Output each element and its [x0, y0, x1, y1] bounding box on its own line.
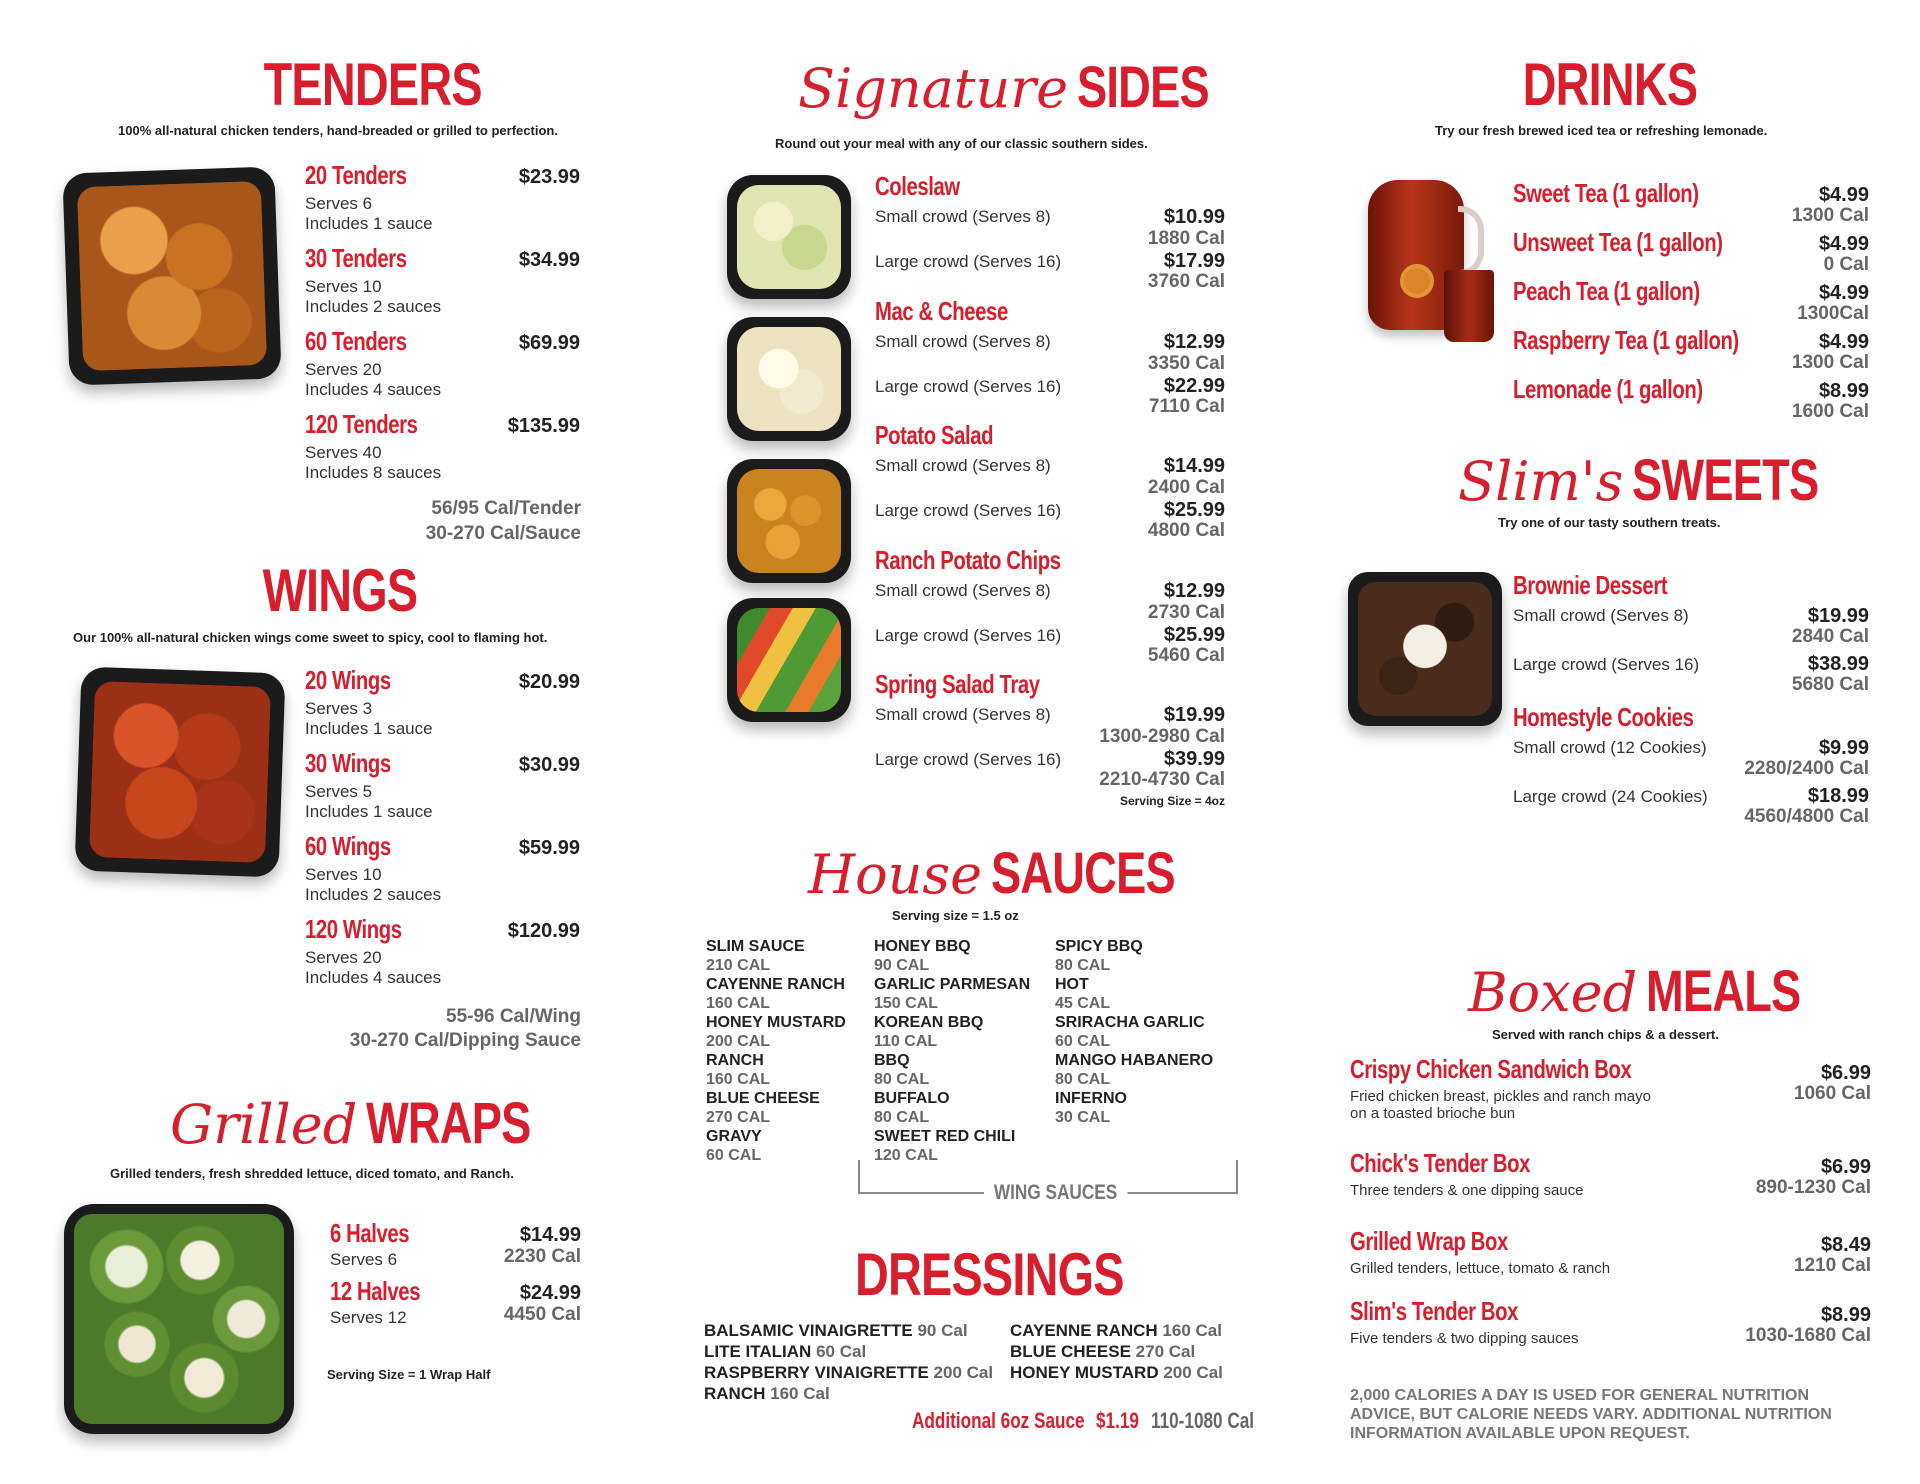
wings-item-sauces: Includes 2 sauces	[305, 885, 442, 904]
meal-item-name: Grilled Wrap Box	[1350, 1226, 1508, 1256]
sauce-cal: 90 CAL	[874, 957, 930, 974]
dressing-row	[1010, 1362, 1223, 1383]
wings-item-sauces: Includes 1 sauce	[305, 719, 433, 738]
sauces-title-script: House	[808, 843, 983, 906]
sauce-cal: 270 CAL	[706, 1109, 771, 1126]
sauce-name: BBQ	[874, 1052, 910, 1069]
tea-pitcher-image	[1360, 170, 1500, 345]
drink-item-name: Raspberry Tea (1 gallon)	[1513, 325, 1739, 355]
wraps-item-cal: 4450 Cal	[503, 1304, 581, 1325]
sweet-item-large-price: $18.99	[1807, 785, 1869, 807]
sauce-cal: 80 CAL	[1055, 1071, 1111, 1088]
dressing-cal: 160 Cal	[770, 1384, 830, 1403]
drink-item-price: $4.99	[1818, 331, 1869, 353]
meal-item-price: $6.99	[1820, 1156, 1871, 1178]
tenders-item-serves: Serves 40	[305, 443, 382, 462]
tenders-item-price: $23.99	[518, 166, 580, 188]
dressing-cal: 60 Cal	[816, 1342, 867, 1361]
sides-item-small: Small crowd (Serves 8)	[875, 705, 1051, 724]
dressing-name: RASPBERRY VINAIGRETTE	[704, 1363, 929, 1382]
tenders-item-name: 60 Tenders	[305, 326, 407, 356]
drink-item-price: $4.99	[1818, 282, 1869, 304]
sides-item-name: Ranch Potato Chips	[875, 544, 1061, 575]
sides-item-large-price: $22.99	[1163, 374, 1225, 397]
dressing-name: HONEY MUSTARD	[1010, 1363, 1159, 1382]
wings-subtitle: Our 100% all-natural chicken wings come sweet to spicy, cool to flaming hot.	[73, 630, 548, 645]
sides-item-large: Large crowd (Serves 16)	[875, 501, 1062, 520]
spring-salad-image-fill	[737, 608, 841, 712]
mac-cheese-image-fill	[737, 327, 841, 431]
sauces-subtitle: Serving size = 1.5 oz	[892, 908, 1019, 923]
wings-item-name: 120 Wings	[305, 914, 402, 944]
wings-item-name: 20 Wings	[305, 665, 391, 695]
sauce-name: HONEY BBQ	[874, 938, 971, 955]
wings-item-price: $120.99	[507, 920, 580, 942]
brownie-tray-image	[1348, 572, 1502, 726]
coleslaw-image-fill	[737, 185, 841, 289]
wings-cal-sauce: 30-270 Cal/Dipping Sauce	[349, 1030, 581, 1051]
sauce-cal: 45 CAL	[1055, 995, 1111, 1012]
tenders-item-serves: Serves 6	[305, 194, 373, 213]
dressings-left	[704, 1320, 993, 1404]
dressing-row	[704, 1383, 993, 1404]
wraps-title	[170, 1090, 577, 1157]
wings-item-price: $30.99	[518, 754, 580, 776]
tenders-title: TENDERS	[263, 51, 482, 118]
sweet-item-small-price: $19.99	[1807, 605, 1869, 627]
potato-salad-image-fill	[737, 469, 841, 573]
wings-title: WINGS	[262, 557, 418, 624]
drink-item-cal: 0 Cal	[1823, 254, 1869, 275]
dressing-row	[704, 1341, 993, 1362]
wraps-tray-image	[64, 1204, 294, 1434]
sauce-cal: 60 CAL	[706, 1147, 762, 1164]
drinks-subtitle: Try our fresh brewed iced tea or refreshing lemonade.	[1435, 123, 1768, 138]
sweet-item-small: Small crowd (Serves 8)	[1513, 606, 1689, 625]
tenders-item-name: 20 Tenders	[305, 160, 407, 190]
sides-item-small: Small crowd (Serves 8)	[875, 456, 1051, 475]
drink-item-cal: 1300 Cal	[1791, 205, 1869, 226]
wraps-item-price: $24.99	[519, 1282, 581, 1304]
drink-item-cal: 1300Cal	[1797, 303, 1869, 324]
wings-item-serves: Serves 20	[305, 948, 382, 967]
sweet-item-large: Large crowd (24 Cookies)	[1513, 787, 1708, 806]
drink-item-price: $8.99	[1818, 380, 1869, 402]
sweet-item-name: Homestyle Cookies	[1513, 702, 1694, 732]
sides-item-small-price: $12.99	[1163, 330, 1225, 353]
sides-item-large-cal: 7110 Cal	[1148, 395, 1225, 417]
sweet-item-name: Brownie Dessert	[1513, 570, 1668, 600]
dressing-cal: 200 Cal	[1163, 1363, 1223, 1382]
meal-item-desc: Grilled tenders, lettuce, tomato & ranch	[1350, 1260, 1611, 1277]
sides-item-small-cal: 1880 Cal	[1147, 228, 1225, 249]
sauce-name: HONEY MUSTARD	[706, 1014, 846, 1031]
sauce-cal: 160 CAL	[706, 995, 771, 1012]
dressing-cal: 160 Cal	[1162, 1321, 1222, 1340]
meal-item-price: $8.49	[1820, 1234, 1871, 1256]
drink-item-cal: 1600 Cal	[1791, 401, 1869, 422]
additional-sauce-label: Additional 6oz Sauce	[912, 1408, 1085, 1433]
sides-item-large-cal: 4800 Cal	[1147, 520, 1225, 541]
sides-item-small-cal: 2730 Cal	[1147, 601, 1225, 623]
meal-item-name: Slim's Tender Box	[1350, 1296, 1518, 1326]
additional-sauce-cal: 110-1080 Cal	[1151, 1408, 1255, 1433]
dressing-cal: 90 Cal	[917, 1321, 968, 1340]
sides-title-script: Signature	[798, 57, 1069, 120]
meal-item-cal: 1030-1680 Cal	[1745, 1325, 1871, 1346]
sides-item-large: Large crowd (Serves 16)	[875, 750, 1062, 769]
sides-item-large-price: $25.99	[1163, 499, 1225, 521]
sides-item-large: Large crowd (Serves 16)	[875, 625, 1062, 645]
tenders-item-name: 120 Tenders	[305, 409, 418, 439]
meals-title-script: Boxed	[1468, 961, 1638, 1024]
tenders-cal-sauce: 30-270 Cal/Sauce	[425, 523, 581, 544]
sides-item-name: Spring Salad Tray	[875, 669, 1040, 699]
potato-salad-image	[727, 459, 851, 583]
sides-item-small: Small crowd (Serves 8)	[875, 207, 1051, 226]
additional-sauce-price: $1.19	[1095, 1408, 1139, 1433]
sides-subtitle: Round out your meal with any of our classic southern sides.	[775, 136, 1148, 151]
sides-note: Serving Size = 4oz	[1119, 794, 1225, 808]
meal-item-desc: Five tenders & two dipping sauces	[1350, 1330, 1579, 1347]
tenders-item-sauces: Includes 1 sauce	[305, 214, 433, 233]
wings-item-price: $59.99	[518, 837, 580, 859]
dressings-right	[1010, 1320, 1223, 1383]
sweet-item-large: Large crowd (Serves 16)	[1513, 655, 1700, 674]
sides-item-small-cal: 2400 Cal	[1147, 477, 1225, 498]
wings-item-sauces: Includes 4 sauces	[305, 968, 442, 987]
meal-item-desc: Three tenders & one dipping sauce	[1350, 1182, 1584, 1199]
sides-item-small: Small crowd (Serves 8)	[875, 331, 1051, 351]
sauces-title	[808, 840, 1226, 907]
meal-item-price: $8.99	[1820, 1304, 1871, 1326]
dressing-cal: 200 Cal	[933, 1363, 994, 1382]
spring-salad-image	[727, 598, 851, 722]
dressing-row	[1010, 1320, 1223, 1341]
tenders-item-sauces: Includes 2 sauces	[305, 297, 442, 316]
wraps-item-serves: Serves 12	[330, 1308, 407, 1327]
wraps-item-name: 6 Halves	[330, 1218, 410, 1248]
meal-item-cal: 1060 Cal	[1793, 1083, 1871, 1104]
sweets-subtitle: Try one of our tasty southern treats.	[1498, 515, 1721, 530]
disclaimer-line-3: INFORMATION AVAILABLE UPON REQUEST.	[1350, 1425, 1690, 1442]
drink-item-price: $4.99	[1818, 233, 1869, 255]
sauce-cal: 210 CAL	[706, 957, 771, 974]
sauce-name: MANGO HABANERO	[1055, 1052, 1214, 1069]
sauce-cal: 30 CAL	[1055, 1109, 1111, 1126]
sides-item-small: Small crowd (Serves 8)	[875, 580, 1051, 600]
sides-item-large-price: $39.99	[1163, 748, 1225, 770]
tenders-item-price: $69.99	[518, 332, 580, 354]
drink-item-cal: 1300 Cal	[1791, 352, 1869, 373]
sauce-name: KOREAN BBQ	[874, 1014, 984, 1031]
dressing-row	[704, 1362, 993, 1383]
sides-item-small-cal: 1300-2980 Cal	[1099, 726, 1225, 747]
sauce-name: SLIM SAUCE	[706, 938, 805, 955]
sides-title-block: SIDES	[1076, 55, 1209, 120]
wraps-subtitle: Grilled tenders, fresh shredded lettuce, diced tomato, and Ranch.	[110, 1166, 514, 1181]
sauce-name: BLUE CHEESE	[706, 1090, 820, 1107]
sweet-item-small: Small crowd (12 Cookies)	[1513, 738, 1707, 757]
sauce-cal: 200 CAL	[706, 1033, 771, 1050]
sauce-cal: 120 CAL	[874, 1147, 939, 1164]
wings-item-serves: Serves 10	[305, 865, 382, 884]
drink-item-name: Sweet Tea (1 gallon)	[1513, 178, 1699, 208]
sauce-name: GRAVY	[706, 1128, 762, 1145]
wraps-item-price: $14.99	[519, 1224, 581, 1246]
sauces-col-3	[1055, 937, 1213, 1127]
sauce-cal: 60 CAL	[1055, 1033, 1111, 1050]
sides-item-small-price: $10.99	[1163, 206, 1225, 228]
wings-item-name: 60 Wings	[305, 831, 391, 861]
sweet-item-large-cal: 4560/4800 Cal	[1744, 806, 1869, 827]
tenders-item-sauces: Includes 8 sauces	[305, 463, 442, 482]
sides-item-large-price: $17.99	[1163, 250, 1225, 272]
sauce-name: INFERNO	[1055, 1090, 1127, 1107]
wing-sauces-label: WING SAUCES	[984, 1181, 1127, 1205]
wraps-title-block: WRAPS	[365, 1091, 531, 1156]
dressing-name: BALSAMIC VINAIGRETTE	[704, 1321, 913, 1340]
tenders-item-name: 30 Tenders	[305, 243, 407, 273]
sauce-name: SWEET RED CHILI	[874, 1128, 1016, 1145]
sides-item-large-cal: 5460 Cal	[1147, 644, 1225, 666]
sauce-name: RANCH	[706, 1052, 764, 1069]
wings-item-serves: Serves 5	[305, 782, 373, 801]
sauce-name: GARLIC PARMESAN	[874, 976, 1031, 993]
sweet-item-small-cal: 2280/2400 Cal	[1744, 758, 1869, 779]
wings-item-sauces: Includes 1 sauce	[305, 802, 433, 821]
sauce-cal: 80 CAL	[1055, 957, 1111, 974]
sauces-title-block: SAUCES	[990, 841, 1175, 906]
tenders-subtitle: 100% all-natural chicken tenders, hand-breaded or grilled to perfection.	[118, 123, 558, 138]
sweet-item-large-price: $38.99	[1807, 653, 1869, 675]
sides-title	[798, 54, 1246, 121]
drink-item-name: Unsweet Tea (1 gallon)	[1513, 227, 1723, 257]
sauces-col-2	[874, 937, 1030, 1165]
wings-item-serves: Serves 3	[305, 699, 373, 718]
sides-item-large-cal: 2210-4730 Cal	[1099, 769, 1225, 790]
tenders-item-serves: Serves 10	[305, 277, 382, 296]
sauce-cal: 160 CAL	[706, 1071, 771, 1088]
sauce-cal: 110 CAL	[874, 1033, 938, 1050]
dressing-cal: 270 Cal	[1135, 1342, 1196, 1361]
sweet-item-small-price: $9.99	[1818, 737, 1869, 759]
drink-item-price: $4.99	[1818, 184, 1869, 206]
mac-cheese-image	[727, 317, 851, 441]
disclaimer-line-2: ADVICE, BUT CALORIE NEEDS VARY. ADDITIONAL NUTRITION	[1350, 1406, 1832, 1423]
dressings-title: DRESSINGS	[855, 1241, 1124, 1308]
meals-subtitle: Served with ranch chips & a dessert.	[1492, 1027, 1719, 1042]
meals-title	[1468, 958, 1844, 1025]
drinks-title: DRINKS	[1522, 51, 1698, 118]
tenders-item-price: $135.99	[507, 415, 580, 437]
coleslaw-image	[727, 175, 851, 299]
sweets-title-block: SWEETS	[1631, 448, 1819, 513]
drink-item-name: Lemonade (1 gallon)	[1513, 374, 1703, 404]
dressing-name: LITE ITALIAN	[704, 1342, 812, 1361]
sweets-title	[1458, 447, 1871, 514]
sauce-cal: 80 CAL	[874, 1109, 930, 1126]
disclaimer-line-1: 2,000 CALORIES A DAY IS USED FOR GENERAL NUTRITION	[1350, 1387, 1810, 1404]
sweet-item-small-cal: 2840 Cal	[1791, 626, 1869, 647]
sauce-name: HOT	[1055, 976, 1089, 993]
tenders-cal-tender: 56/95 Cal/Tender	[431, 498, 581, 519]
dressing-name: CAYENNE RANCH	[1010, 1321, 1158, 1340]
meal-item-cal: 1210 Cal	[1793, 1255, 1871, 1276]
wings-item-name: 30 Wings	[305, 748, 391, 778]
meal-item-desc: Fried chicken breast, pickles and ranch mayo	[1350, 1088, 1651, 1105]
wraps-item-cal: 2230 Cal	[503, 1246, 581, 1267]
sides-item-large: Large crowd (Serves 16)	[875, 376, 1062, 396]
sauces-col-1	[706, 937, 846, 1165]
meals-title-block: MEALS	[1645, 959, 1801, 1024]
sauce-cal: 80 CAL	[874, 1071, 930, 1088]
drink-item-name: Peach Tea (1 gallon)	[1513, 276, 1700, 306]
dressing-name: RANCH	[704, 1384, 766, 1403]
dressing-row	[1010, 1341, 1223, 1362]
tenders-tray-image	[62, 166, 281, 385]
wraps-note: Serving Size = 1 Wrap Half	[327, 1367, 491, 1382]
wings-item-price: $20.99	[518, 671, 580, 693]
sweets-title-script: Slim's	[1458, 450, 1624, 513]
sides-item-small-cal: 3350 Cal	[1147, 352, 1225, 374]
additional-sauce	[912, 1408, 1283, 1434]
meal-item-name: Crispy Chicken Sandwich Box	[1350, 1054, 1632, 1084]
tenders-item-serves: Serves 20	[305, 360, 382, 379]
meal-item-desc-2: on a toasted brioche bun	[1350, 1105, 1516, 1122]
sauce-name: CAYENNE RANCH	[706, 976, 845, 993]
wraps-item-serves: Serves 6	[330, 1250, 398, 1269]
meal-item-cal: 890-1230 Cal	[1755, 1177, 1871, 1198]
sides-item-large-cal: 3760 Cal	[1147, 271, 1225, 292]
dressing-row	[704, 1320, 993, 1341]
nutrition-disclaimer	[1350, 1386, 1832, 1443]
sides-item-small-price: $14.99	[1163, 455, 1225, 477]
sweet-item-large-cal: 5680 Cal	[1791, 674, 1869, 695]
sauce-name: SPICY BBQ	[1055, 938, 1143, 955]
meal-item-name: Chick's Tender Box	[1350, 1148, 1530, 1178]
dressing-name: BLUE CHEESE	[1010, 1342, 1131, 1361]
tenders-item-price: $34.99	[518, 249, 580, 271]
wraps-title-script: Grilled	[170, 1093, 358, 1156]
sides-item-small-price: $19.99	[1163, 704, 1225, 726]
sides-item-name: Mac & Cheese	[875, 295, 1008, 326]
sides-item-name: Potato Salad	[875, 420, 994, 450]
sauce-name: SRIRACHA GARLIC	[1055, 1014, 1205, 1031]
sauce-cal: 150 CAL	[874, 995, 939, 1012]
sides-item-small-price: $12.99	[1163, 579, 1225, 602]
sides-item-large: Large crowd (Serves 16)	[875, 252, 1062, 271]
wraps-item-name: 12 Halves	[330, 1276, 421, 1306]
tenders-item-sauces: Includes 4 sauces	[305, 380, 442, 399]
meal-item-price: $6.99	[1820, 1062, 1871, 1084]
sauce-name: BUFFALO	[874, 1090, 950, 1107]
sides-item-large-price: $25.99	[1163, 623, 1225, 646]
sides-item-name: Coleslaw	[875, 171, 960, 201]
wings-cal-wing: 55-96 Cal/Wing	[446, 1006, 581, 1027]
wings-tray-image	[75, 667, 286, 878]
